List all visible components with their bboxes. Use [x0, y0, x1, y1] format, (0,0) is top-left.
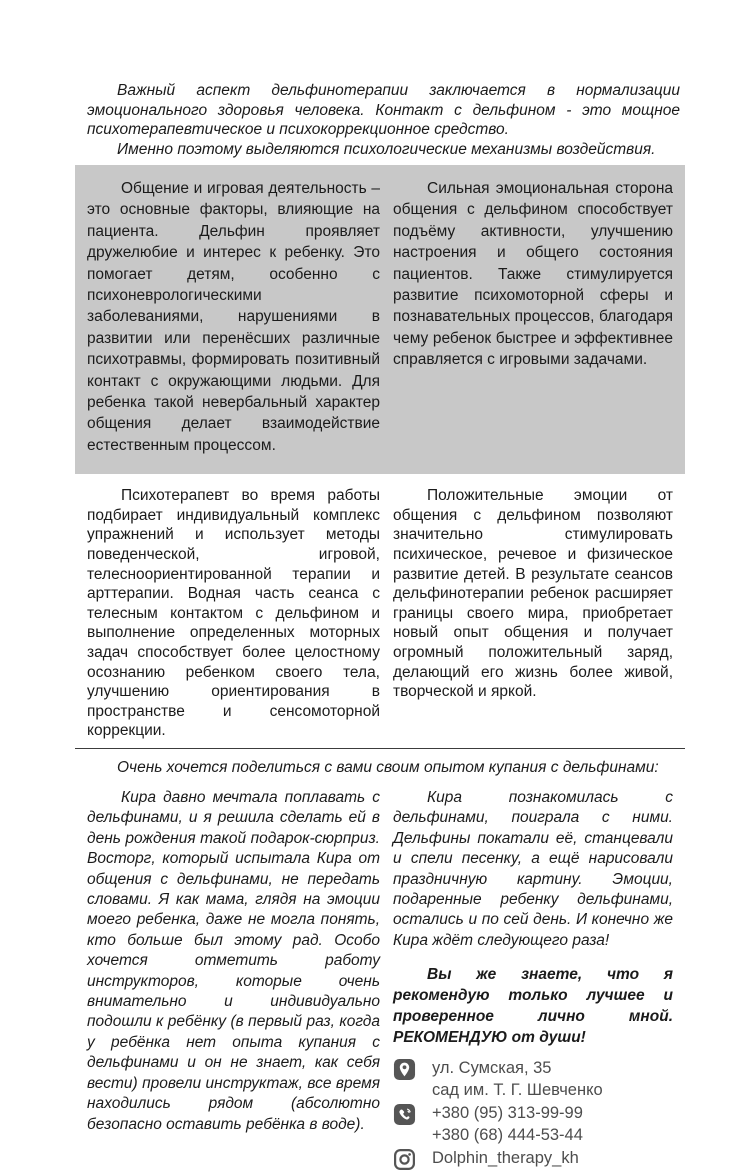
- contacts-block: [393, 1057, 673, 1171]
- highlight-right-paragraph: Сильная эмоциональная сторона общения с дельфином способствует подъёму активности, улучшению настроения и общего состояния пациентов. Также стимулируется развитие психомоторной сферы и познавательных процессов, благодаря чему ребенок быстрее и эффективнее справляется с игровыми задачами.: [393, 180, 673, 369]
- contact-address-row: [393, 1057, 673, 1101]
- therapy-right-paragraph: Положительные эмоции от общения с дельфином позволяют значительно стимулировать психическое, речевое и физическое развитие детей. В результате сеансов дельфинотерапии ребенок расширяет границы своего мира, приобретает новый опыт общения и получает огромный положительный заряд, делающий его жизнь более живой, творческой и яркой.: [393, 487, 673, 701]
- testimonial-right-paragraph: Кира познакомилась с дельфинами, поиграла с ними. Дельфины покатали её, станцевали и спели песенку, а ещё нарисовали праздничную картину. Эмоции, подаренные ребенку дельфинами, остались и по сей день. И конечно же Кира ждёт следующего раза!: [393, 789, 673, 949]
- highlight-box: [75, 165, 685, 474]
- contact-phone-row: [393, 1102, 673, 1146]
- phone-line-1: +380 (95) 313-99-99: [432, 1104, 583, 1123]
- therapy-left-paragraph: Психотерапевт во время работы подбирает индивидуальный комплекс упражнений и использует методы поведенческой, игровой, телесноориентированной терапии и арттерапии. Водная часть сеанса с телесным контактом с дельфином и выполнение определенных моторных задач способствует более целостному осознанию ребенком своего тела, улучшению ориентирования в пространстве и сенсомоторной коррекции.: [87, 487, 380, 740]
- contact-phone-text: [432, 1102, 583, 1146]
- contact-instagram-row: [393, 1147, 673, 1171]
- testimonial-lead: Очень хочется поделиться с вами своим опытом купания с дельфинами:: [117, 759, 659, 776]
- testimonial-left-column: [87, 788, 380, 1171]
- intro-section: [75, 81, 685, 159]
- location-pin-icon: [393, 1058, 416, 1081]
- phone-line-2: +380 (68) 444-53-44: [432, 1126, 583, 1145]
- recommendation-paragraph: Вы же знаете, что я рекомендую только лучшее и проверенное лично мной. РЕКОМЕНДУЮ от души!: [393, 966, 673, 1047]
- contact-address-text: [432, 1057, 603, 1101]
- testimonial-right-column: [393, 788, 673, 1171]
- intro-paragraph-1: Важный аспект дельфинотерапии заключается в нормализации эмоционального здоровья человека. Контакт с дельфином - это мощное психотерапевтическое и психокоррекционное средство.: [87, 82, 680, 138]
- address-line-2: сад им. Т. Г. Шевченко: [432, 1081, 603, 1100]
- instagram-icon: [393, 1148, 416, 1171]
- document-page: [75, 0, 685, 1171]
- address-line-1: ул. Сумская, 35: [432, 1059, 552, 1078]
- phone-icon: [393, 1103, 416, 1126]
- therapy-section: [75, 486, 685, 741]
- section-divider: [75, 748, 685, 749]
- testimonial-section: [75, 788, 685, 1171]
- highlight-left-paragraph: Общение и игровая деятельность – это основные факторы, влияющие на пациента. Дельфин проявляет дружелюбие и интерес к ребенку. Это помогает детям, особенно с психоневрологическими заболеваниями, нарушениями в развитии или перенёсших различные психотравмы, формировать позитивный контакт с окружающими людьми. Для ребенка такой невербальный характер общения делает взаимодействие естественным процессом.: [87, 180, 380, 454]
- intro-paragraph-2: Именно поэтому выделяются психологические механизмы воздействия.: [117, 140, 656, 158]
- testimonial-left-paragraph: Кира давно мечтала поплавать с дельфинами, и я решила сделать ей в день рождения такой подарок-сюрприз. Восторг, который испытала Кира от общения с дельфинами, не передать словами. Я как мама, глядя на эмоции моего ребенка, даже не могла понять, кто больше был этому рад. Особо хочется отметить работу инструкторов, которые очень внимательно и индивидуально подошли к ребёнку (в первый раз, когда у ребёнка нет опыта купания с дельфинами и он не знает, как себя вести) провели инструктаж, все время находились рядом (абсолютно безопасно оставить ребёнка в воде).: [87, 789, 380, 1133]
- contact-instagram-text: [432, 1147, 579, 1169]
- instagram-handle: Dolphin_therapy_kh: [432, 1149, 579, 1168]
